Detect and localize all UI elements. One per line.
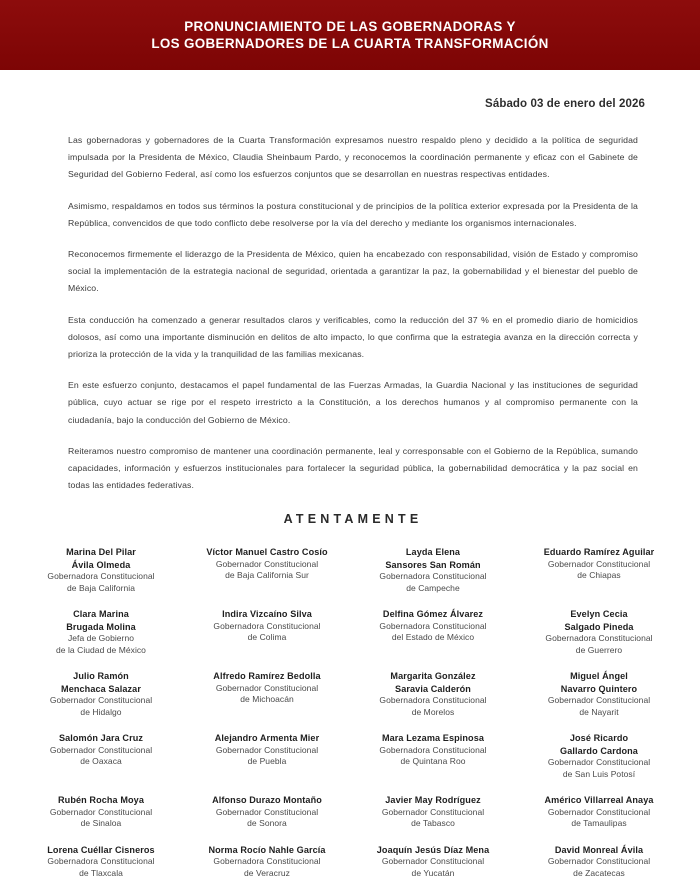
signatory-name-line-1: Layda Elena	[405, 547, 461, 558]
signatory-role-line-1: Gobernador Constitucional	[215, 682, 319, 693]
signatory-role-line-2: de Sinaloa	[80, 818, 122, 829]
paragraph: Esta conducción ha comenzado a generar resultados claros y verificables, como la reducción del 37 % en el promedio diario de homicidios dolosos, así como una importante disminución en delitos de alto impacto, lo que confirma que la estrategia avanza en la dirección correcta y prioriza la protección de la vida y la tranquilidad de las familias mexicanas.	[68, 314, 638, 360]
signature-entry	[350, 670, 516, 732]
signatory-name-line-2: Menchaca Salazar	[61, 683, 141, 694]
signature-entry	[18, 608, 184, 670]
signatory-role-line-2: de Sonora	[247, 818, 287, 829]
signatory-name-line-1: David Monreal Ávila	[554, 845, 644, 856]
signatory-name-line-1: Víctor Manuel Castro Cosío	[206, 547, 328, 558]
signatory-name-line-1: Eduardo Ramírez Aguilar	[543, 547, 655, 558]
signatory-name-line-1: Evelyn Cecia	[570, 609, 628, 620]
signatory-role-line-1: Gobernadora Constitucional	[47, 570, 155, 581]
signatory-name-line-1: Joaquín Jesús Díaz Mena	[376, 845, 490, 856]
signatory-name-line-2: Navarro Quintero	[560, 683, 638, 694]
signatory-role-line-1: Gobernadora Constitucional	[379, 744, 487, 755]
signatory-role-line-1: Gobernadora Constitucional	[545, 632, 653, 643]
signature-entry	[350, 546, 516, 608]
signatory-name-line-2: Saravia Calderón	[395, 683, 471, 694]
signatory-name-line-1: Margarita González	[390, 671, 476, 682]
signatory-role-line-1: Gobernador Constitucional	[49, 744, 153, 755]
signature-entry	[18, 844, 184, 894]
signature-entry	[516, 670, 682, 732]
signature-entry	[184, 608, 350, 670]
signatory-role-line-2: de Campeche	[406, 582, 460, 593]
signatory-name-line-1: Américo Villarreal Anaya	[544, 795, 654, 806]
signatory-name-line-1: Clara Marina	[73, 609, 129, 620]
signatory-name-line-1: Salomón Jara Cruz	[58, 733, 144, 744]
signatory-name-line-1: Miguel Ángel	[570, 671, 628, 682]
signatory-name-line-1: Alfonso Durazo Montaño	[212, 795, 322, 806]
signatory-role-line-2: del Estado de México	[391, 632, 475, 643]
signature-entry	[184, 546, 350, 608]
signatory-role-line-2: de San Luis Potosí	[562, 768, 636, 779]
signatory-role-line-1: Gobernadora Constitucional	[379, 620, 487, 631]
signatory-role-line-1: Gobernador Constitucional	[547, 694, 651, 705]
signatory-role-line-2: de Oaxaca	[80, 756, 122, 767]
signatory-role-line-1: Gobernadora Constitucional	[47, 856, 155, 867]
signature-entry	[18, 670, 184, 732]
signatory-role-line-2: de Guerrero	[575, 644, 623, 655]
signatory-role-line-1: Gobernadora Constitucional	[213, 620, 321, 631]
signatory-role-line-1: Gobernador Constitucional	[547, 756, 651, 767]
signatory-name-line-1: Marina Del Pilar	[66, 547, 136, 558]
signatory-role-line-2: de Hidalgo	[80, 706, 122, 717]
signatory-role-line-1: Gobernadora Constitucional	[379, 694, 487, 705]
signature-entry	[516, 608, 682, 670]
signatory-name-line-1: Alfredo Ramírez Bedolla	[213, 671, 321, 682]
signatory-role-line-1: Gobernador Constitucional	[49, 806, 153, 817]
signatory-role-line-1: Gobernador Constitucional	[547, 558, 651, 569]
signature-entry	[516, 794, 682, 844]
signatory-role-line-1: Gobernador Constitucional	[381, 806, 485, 817]
signature-entry	[350, 608, 516, 670]
signature-entry	[18, 546, 184, 608]
signatory-name-line-1: José Ricardo	[569, 733, 629, 744]
signatory-role-line-2: de Puebla	[247, 756, 287, 767]
signatory-role-line-1: Gobernador Constitucional	[547, 806, 651, 817]
signatory-role-line-1: Gobernador Constitucional	[215, 806, 319, 817]
signatory-name-line-1: Julio Ramón	[73, 671, 129, 682]
signatory-role-line-2: de Tlaxcala	[79, 868, 123, 879]
signatory-role-line-2: de Colima	[247, 632, 287, 643]
signature-entry	[516, 546, 682, 608]
signatory-role-line-2: de Veracruz	[244, 868, 290, 879]
signatory-role-line-2: de Tamaulipas	[571, 818, 627, 829]
signatory-role-line-2: de Yucatán	[411, 868, 455, 879]
document-date: Sábado 03 de enero del 2026	[485, 98, 645, 110]
signatory-role-line-2: de Morelos	[411, 706, 455, 717]
paragraph: Reconocemos firmemente el liderazgo de la Presidenta de México, quien ha encabezado con responsabilidad, visión de Estado y compromiso social la implementación de la estrategia nacional de seguridad, orientada a garantizar la paz, la gobernabilidad y el bienestar del pueblo de México.	[68, 249, 638, 294]
signatory-role-line-2: de Chiapas	[577, 570, 621, 581]
signatory-role-line-2: de Michoacán	[240, 694, 294, 705]
signatory-role-line-2: de Tabasco	[411, 818, 455, 829]
signatory-name-line-2: Sansores San Román	[385, 559, 481, 570]
closing-label: ATENTAMENTE	[283, 512, 423, 527]
date-row	[0, 70, 700, 112]
signatory-role-line-2: de la Ciudad de México	[56, 644, 146, 655]
document-body	[0, 112, 700, 526]
header-title-line-1: PRONUNCIAMIENTO DE LAS GOBERNADORAS Y	[184, 18, 516, 34]
signatory-role-line-1: Gobernador Constitucional	[215, 744, 319, 755]
paragraph: En este esfuerzo conjunto, destacamos el papel fundamental de las Fuerzas Armadas, la Guardia Nacional y las instituciones de seguridad pública, cuyo actuar se rige por el respeto irrestricto a la Constitución, a los derechos humanos y al compromiso permanente con la ciudadanía, bajo la conducción del Gobierno de México.	[68, 380, 638, 425]
paragraph: Las gobernadoras y gobernadores de la Cuarta Transformación expresamos nuestro respaldo pleno y decidido a la política de seguridad impulsada por la Presidenta de México, Claudia Sheinbaum Pardo, y reconocemos la coordinación permanente y eficaz con el Gabinete de Seguridad del Gobierno Federal, así como los esfuerzos conjuntos que se desarrollan en nuestras respectivas entidades.	[68, 135, 638, 180]
signature-grid	[0, 532, 700, 894]
signature-entry	[184, 844, 350, 894]
signatory-role-line-1: Gobernador Constitucional	[215, 558, 319, 569]
signature-entry	[184, 794, 350, 844]
signatory-role-line-2: de Zacatecas	[573, 868, 625, 879]
paragraph: Reiteramos nuestro compromiso de mantener una coordinación permanente, leal y corresponsable con el Gobierno de la República, sumando capacidades, información y esfuerzos institucionales para fortalecer la seguridad pública, la gobernabilidad democrática y la paz social en todas las entidades federativas.	[68, 445, 638, 491]
signature-entry	[184, 670, 350, 732]
signatory-name-line-2: Brugada Molina	[66, 621, 136, 632]
signature-entry	[18, 794, 184, 844]
signature-entry	[350, 844, 516, 894]
signatory-role-line-1: Gobernador Constitucional	[49, 694, 153, 705]
signatory-name-line-1: Delfina Gómez Álvarez	[382, 609, 484, 620]
signatory-role-line-2: de Nayarit	[579, 706, 619, 717]
signatory-role-line-2: de Baja California	[67, 582, 135, 593]
signatory-role-line-2: de Baja California Sur	[225, 570, 309, 581]
signatory-name-line-2: Gallardo Cardona	[560, 745, 638, 756]
signatory-name-line-1: Mara Lezama Espinosa	[381, 733, 485, 744]
signature-entry	[184, 732, 350, 794]
signature-entry	[350, 794, 516, 844]
paragraph: Asimismo, respaldamos en todos sus términos la postura constitucional y de principios de la política exterior expresada por la Presidenta de la República, convencidos de que todo conflicto debe resolverse por la vía del derecho y mediante los organismos internacionales.	[68, 200, 638, 228]
signatory-name-line-1: Lorena Cuéllar Cisneros	[47, 845, 155, 856]
signature-entry	[18, 732, 184, 794]
signatory-name-line-2: Ávila Olmeda	[71, 559, 131, 570]
signatory-name-line-1: Javier May Rodríguez	[385, 795, 481, 806]
signature-entry	[516, 844, 682, 894]
signatory-role-line-1: Gobernador Constitucional	[381, 856, 485, 867]
header-title-line-2: LOS GOBERNADORES DE LA CUARTA TRANSFORMACIÓN	[151, 36, 549, 51]
signature-entry	[516, 732, 682, 794]
document-header-banner	[0, 0, 700, 70]
signatory-role-line-1: Gobernadora Constitucional	[379, 570, 487, 581]
signatory-role-line-1: Gobernador Constitucional	[547, 856, 651, 867]
signatory-role-line-1: Jefa de Gobierno	[67, 632, 134, 643]
signatory-name-line-1: Rubén Rocha Moya	[58, 795, 144, 806]
signatory-role-line-2: de Quintana Roo	[400, 756, 466, 767]
signatory-name-line-1: Norma Rocío Nahle García	[208, 845, 326, 856]
signature-entry	[350, 732, 516, 794]
signatory-name-line-2: Salgado Pineda	[564, 621, 634, 632]
signatory-name-line-1: Alejandro Armenta Mier	[214, 733, 320, 744]
signatory-role-line-1: Gobernadora Constitucional	[213, 856, 321, 867]
signatory-name-line-1: Indira Vizcaíno Silva	[222, 609, 312, 620]
